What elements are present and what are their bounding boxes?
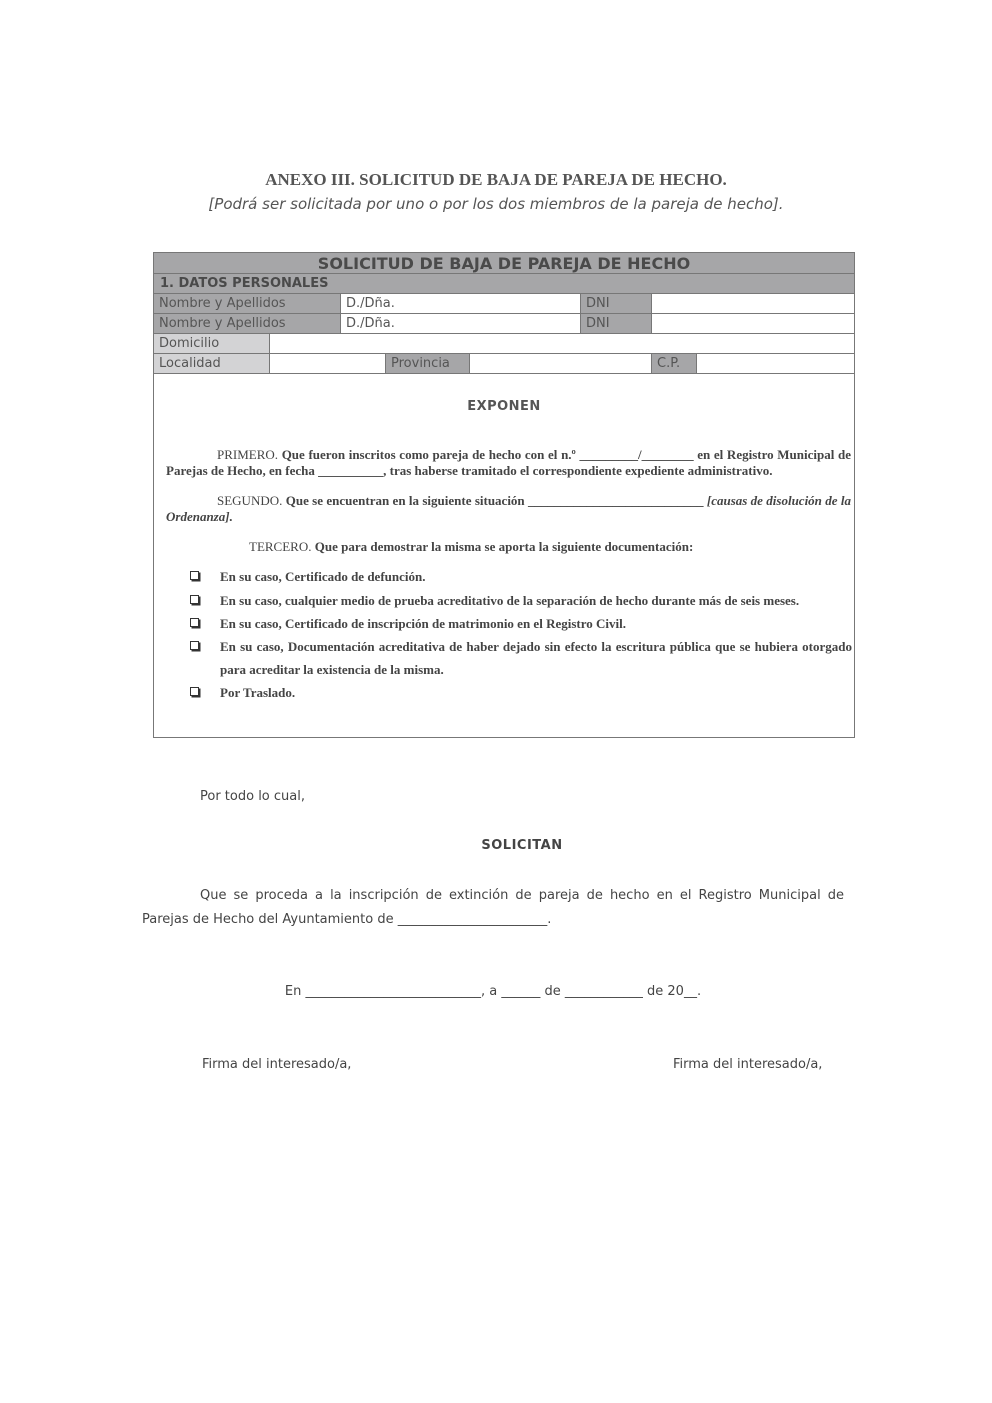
checkbox-1[interactable]: [190, 571, 199, 580]
checkbox-4[interactable]: [190, 641, 199, 650]
doc-item-4-text: En su caso, Documentación acreditativa de haber dejado sin efecto la escritura pública que se hubiera otorgado para acreditar la existencia de la misma.: [220, 639, 852, 677]
checkbox-2[interactable]: [190, 595, 199, 604]
section-heading: 1. DATOS PERSONALES: [154, 274, 854, 294]
signature-left: Firma del interesado/a,: [202, 1057, 352, 1072]
name-label-1: Nombre y Apellidos: [154, 294, 341, 313]
segundo-italic: [causas de disolución de la Ordenanza].: [166, 493, 851, 524]
document-title: ANEXO III. SOLICITUD DE BAJA DE PAREJA DE HECHO.: [265, 170, 727, 189]
checkbox-5[interactable]: [190, 687, 199, 696]
doc-item-1: [190, 565, 852, 588]
dni-field-1[interactable]: [652, 294, 854, 313]
provincia-field[interactable]: [470, 354, 652, 373]
name-label-2: Nombre y Apellidos: [154, 314, 341, 333]
doc-item-3-text: En su caso, Certificado de inscripción de matrimonio en el Registro Civil.: [220, 616, 626, 631]
primero-paragraph: [166, 447, 851, 479]
form-row-localidad: [154, 354, 854, 374]
checkbox-3[interactable]: [190, 618, 199, 627]
dni-label-1: DNI: [581, 294, 652, 313]
cp-field[interactable]: [697, 354, 854, 373]
domicilio-label: Domicilio: [154, 334, 270, 353]
request-paragraph: [142, 884, 844, 932]
provincia-label: Provincia: [386, 354, 470, 373]
segundo-paragraph: [166, 493, 851, 525]
signature-right: Firma del interesado/a,: [673, 1057, 823, 1072]
form-row-person-1: [154, 294, 854, 314]
doc-item-3: [190, 612, 852, 635]
segundo-lead: SEGUNDO.: [217, 493, 283, 508]
doc-item-2-text: En su caso, cualquier medio de prueba acreditativo de la separación de hecho durante más de seis meses.: [220, 593, 800, 608]
localidad-field[interactable]: [270, 354, 386, 373]
doc-item-4: [190, 635, 852, 681]
doc-item-5-text: Por Traslado.: [220, 685, 296, 700]
name-field-2[interactable]: D./Dña.: [341, 314, 581, 333]
request-text: Que se proceda a la inscripción de extinción de pareja de hecho en el Registro Municipal de Parejas de Hecho del Ayuntamiento de _______________________.: [142, 888, 844, 927]
name-field-1[interactable]: D./Dña.: [341, 294, 581, 313]
dni-label-2: DNI: [581, 314, 652, 333]
exponen-heading: EXPONEN: [467, 399, 541, 414]
cp-label: C.P.: [652, 354, 697, 373]
form-row-person-2: [154, 314, 854, 334]
place-date-line: En ___________________________, a ______ de ____________ de 20__.: [284, 984, 702, 999]
doc-item-5: [190, 681, 852, 704]
primero-text: Que fueron inscritos como pareja de hecho con el n.º _________/________ en el Registro Municipal de Parejas de Hecho, en fecha __________, tras haberse tramitado el correspondiente expediente administrativo.: [166, 447, 851, 478]
doc-item-1-text: En su caso, Certificado de defunción.: [220, 569, 426, 584]
domicilio-field[interactable]: [270, 334, 854, 353]
doc-item-2: [190, 589, 852, 612]
localidad-label: Localidad: [154, 354, 270, 373]
solicitan-heading: SOLICITAN: [481, 838, 563, 853]
tercero-paragraph: [166, 539, 851, 555]
primero-lead: PRIMERO.: [217, 447, 279, 462]
segundo-text: Que se encuentran en la siguiente situación ___________________________: [282, 493, 704, 508]
form-title: SOLICITUD DE BAJA DE PAREJA DE HECHO: [154, 253, 854, 274]
tercero-lead: TERCERO.: [249, 539, 312, 554]
form-row-domicilio: [154, 334, 854, 354]
por-todo-text: Por todo lo cual,: [200, 789, 305, 804]
form-box: [153, 252, 855, 738]
dni-field-2[interactable]: [652, 314, 854, 333]
document-subtitle: [Podrá ser solicitada por uno o por los dos miembros de la pareja de hecho].: [208, 195, 784, 213]
tercero-text: Que para demostrar la misma se aporta la siguiente documentación:: [311, 539, 694, 554]
